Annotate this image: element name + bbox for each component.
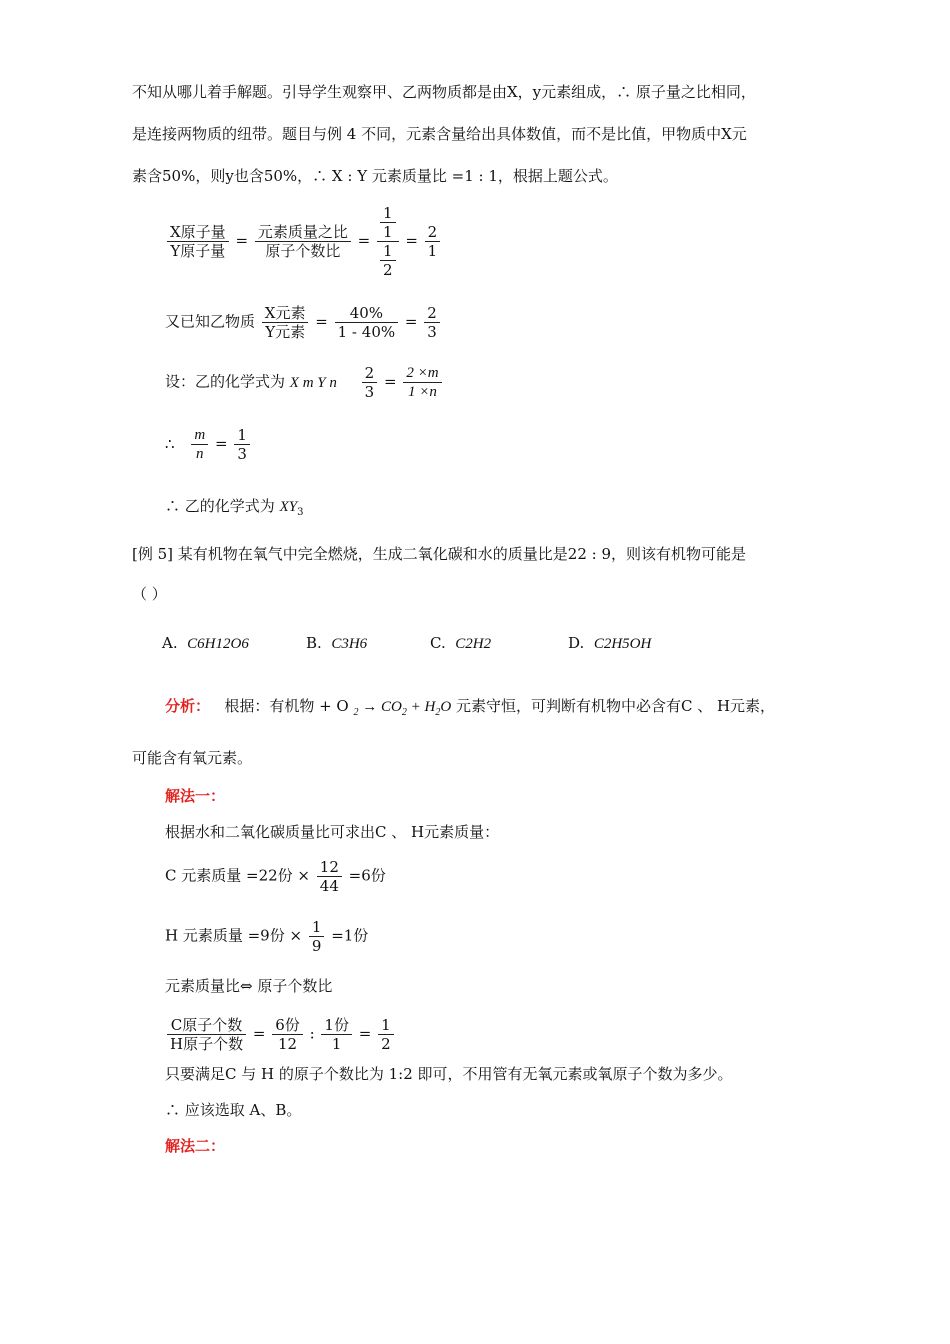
option-a: A. C6H12O6 (162, 634, 249, 652)
method-1-intro: 根据水和二氧化碳质量比可求出C 、 H元素质量： (165, 823, 500, 841)
analysis-line-2: 可能含有氧元素。 (132, 749, 253, 767)
equation-atomic-ratio: $\frac{\text{X原子量}}{\text{Y原子量}}$ = $\frac{\text{元素质量之比}}{\text{原子个数比}}$ = $\frac{\frac{1}{1}}{\frac{1}{2}}$ = $\frac{2}{1}$ (165, 204, 442, 279)
conclusion-formula: ∴ 乙的化学式为 $XY_3$ (165, 497, 304, 518)
fraction-result: $\frac{2}{1}$ (425, 223, 441, 260)
option-c: C. C2H2 (430, 634, 492, 652)
equation-m-over-n: ∴ $\frac{m}{n}$ = $\frac{1}{3}$ (165, 426, 252, 463)
carbon-mass-equation: C 元素质量 =22份 × $\frac{12}{44}$ =6份 (165, 858, 386, 895)
equation-element-content: 又已知乙物质 $\frac{\text{X元素}}{\text{Y元素}}$ = $\frac{40\%}{1 - 40\%}$ = $\frac{2}{3}$ (165, 304, 442, 341)
equation-formula-setup: 设：乙的化学式为 X m Y n $\frac{2}{3}$ = $\frac{2 \times m}{1 \times n}$ (165, 364, 444, 401)
equivalence-statement: 元素质量比⇔ 原子个数比 (165, 977, 333, 995)
para-line-1: 不知从哪儿着手解题。引导学生观察甲、乙两物质都是由X，y元素组成，∴ 原子量之比相同， (132, 83, 756, 101)
fraction-atomic-weight: $\frac{\text{X原子量}}{\text{Y原子量}}$ (167, 223, 229, 260)
example-5-question: [例 5] 某有机物在氧气中完全燃烧，生成二氧化碳和水的质量比是22 : 9，则该有机物可能是 (132, 545, 747, 563)
fraction-compound: $\frac{\frac{1}{1}}{\frac{1}{2}}$ (377, 204, 399, 279)
para-line-2: 是连接两物质的纽带。题目与例 4 不同，元素含量给出具体数值，而不是比值，甲物质中X元 (132, 125, 747, 143)
example-5-blank: （ ） (132, 585, 167, 603)
method-1-note: 只要满足C 与 H 的原子个数比为 1:2 即可，不用管有无氧元素或氧原子个数为多少。 (165, 1065, 733, 1083)
option-d: D. C2H5OH (568, 634, 652, 652)
atom-ratio-equation: $\frac{\text{C原子个数}}{\text{H原子个数}}$ = $\frac{\text{6份}}{12}$ : $\frac{\text{1份}}{1}$ = $\frac{1}{2}$ (165, 1016, 396, 1053)
fraction-mass-ratio: $\frac{\text{元素质量之比}}{\text{原子个数比}}$ (255, 223, 351, 260)
para-line-3: 素含50%，则y也含50%，∴ X : Y 元素质量比 =1 : 1，根据上题公式。 (132, 167, 618, 185)
hydrogen-mass-equation: H 元素质量 =9份 × $\frac{1}{9}$ =1份 (165, 918, 369, 955)
method-1-conclusion: ∴ 应该选取 A、B。 (165, 1101, 302, 1119)
analysis-line-1: 分析： 根据：有机物 + O $_2 \to CO_2 + H_2O$ 元素守恒，可判断有机物中必含有C 、 H元素， (165, 697, 776, 718)
option-b: B. C3H6 (306, 634, 368, 652)
method-2-title: 解法二： (165, 1137, 226, 1155)
method-1-title: 解法一： (165, 787, 226, 805)
